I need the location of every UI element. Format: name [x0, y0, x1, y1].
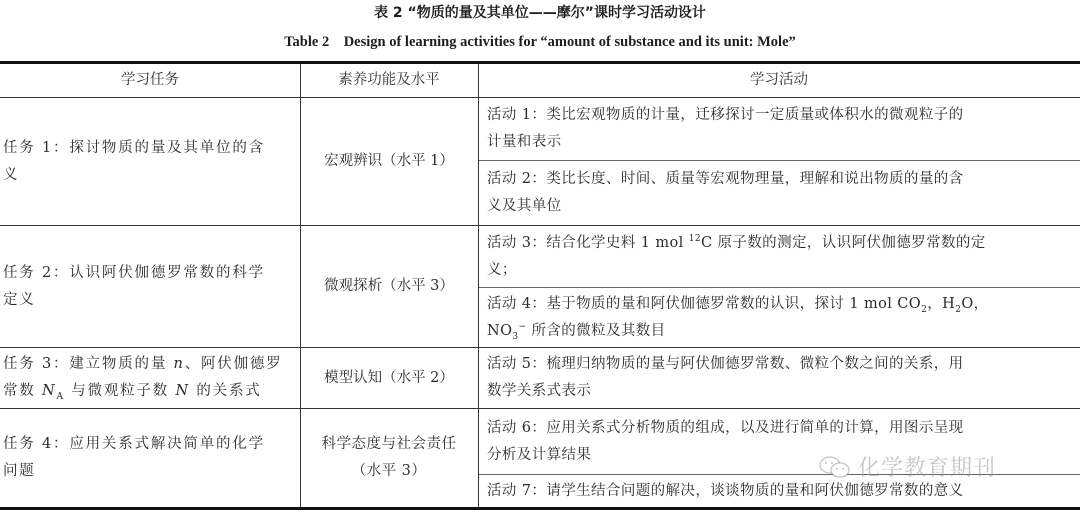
activity-cell-5 — [478, 348, 1080, 408]
task-cell-2 — [0, 226, 300, 347]
header-label: 学习任务 — [121, 72, 179, 88]
activity-cell-3 — [478, 226, 1080, 287]
subscript: 2 — [921, 304, 928, 315]
activity-text — [487, 102, 964, 156]
literacy-line: （水平 3） — [351, 463, 427, 479]
task-line: 义 — [3, 166, 20, 183]
activity-cell-4 — [478, 288, 1080, 347]
task-line: 任务 4：应用关系式解决简单的化学 — [3, 436, 265, 452]
task-text — [3, 351, 283, 405]
literacy-text: 微观探析（水平 3） — [324, 278, 454, 294]
literacy-text: 模型认知（水平 2） — [324, 369, 454, 386]
watermark-text: 化学教育期刊 — [858, 456, 997, 481]
activity-line: 义及其单位 — [487, 198, 562, 214]
header-label: 学习活动 — [750, 72, 808, 88]
literacy-cell-3 — [300, 348, 478, 408]
math-variable: N — [175, 383, 190, 399]
subscript: 3 — [512, 331, 519, 342]
activity-line: 分析及计算结果 — [487, 446, 592, 463]
task-cell-3 — [0, 348, 300, 408]
task-text — [3, 260, 265, 314]
activity-line: 活动 2：类比长度、时间、质量等宏观物理量，理解和说出物质的量的含 — [487, 171, 964, 187]
header-label: 素养功能及水平 — [338, 72, 440, 88]
activity-line: 活动 7：请学生结合问题的解决，谈谈物质的量和阿伏伽德罗常数的意义 — [487, 482, 964, 499]
header-literacy-level — [300, 64, 478, 97]
activity-text — [487, 351, 964, 405]
literacy-text — [322, 431, 457, 485]
subscript: A — [56, 391, 65, 402]
task-cell-4 — [0, 409, 300, 507]
activity-fragment: 所含的微粒及其数目 — [526, 322, 666, 339]
activity-fragment: 活动 3：结合化学史料 1 mol — [487, 234, 689, 251]
literacy-cell-2 — [300, 226, 478, 347]
superscript: − — [518, 321, 527, 332]
activity-fragment: 活动 4：基于物质的量和阿伏伽德罗常数的认识，探讨 1 mol CO — [487, 295, 922, 312]
literacy-line: 科学态度与社会责任 — [321, 436, 457, 452]
activity-fragment: NO — [487, 322, 513, 339]
task-line: 定义 — [3, 291, 36, 308]
activity-cell-2 — [478, 161, 1080, 225]
activity-text — [487, 230, 986, 284]
bottom-rule — [0, 507, 1080, 510]
activity-line: 活动 5：梳理归纳物质的量与阿伏伽德罗常数、微粒个数之间的关系，用 — [487, 356, 964, 372]
activity-fragment: O， — [961, 295, 989, 312]
task-fragment: 常数 — [3, 383, 43, 399]
activity-text — [487, 166, 964, 220]
header-learning-task — [0, 64, 300, 97]
task-fragment: 与微观粒子数 — [64, 383, 176, 399]
wechat-icon — [818, 455, 852, 479]
table-title-chinese: 表 2 “物质的量及其单位——摩尔”课时学习活动设计 — [374, 5, 706, 21]
task-line: 任务 1：探讨物质的量及其单位的含 — [3, 139, 265, 156]
activity-line: 计量和表示 — [487, 134, 562, 150]
subscript: 2 — [955, 304, 962, 315]
task-line: 问题 — [3, 463, 36, 479]
table-title-english: Table 2 Design of learning activities for “amount of substance and its unit: Mole” — [284, 34, 796, 50]
isotope-superscript: 12 — [688, 233, 701, 244]
task-text — [3, 431, 265, 485]
task-fragment: 任务 3：建立物质的量 — [3, 356, 174, 372]
watermark — [818, 451, 996, 482]
activity-cell-1 — [478, 98, 1080, 160]
task-fragment: 、阿伏伽德罗 — [184, 356, 283, 372]
header-learning-activity — [478, 64, 1080, 97]
activity-line: 活动 6：应用关系式分析物质的组成，以及进行简单的计算，用图示呈现 — [487, 419, 964, 436]
math-variable: N — [42, 383, 57, 399]
activity-line: 义； — [487, 261, 517, 278]
task-text — [3, 135, 265, 189]
math-variable: n — [173, 356, 185, 372]
literacy-cell-1 — [300, 98, 478, 225]
activity-fragment: ，H — [927, 295, 956, 312]
activity-line: 数学关系式表示 — [487, 383, 592, 399]
activity-text — [487, 291, 989, 345]
literacy-cell-4 — [300, 409, 478, 507]
task-line: 任务 2：认识阿伏伽德罗常数的科学 — [3, 264, 265, 281]
task-fragment: 的关系式 — [189, 383, 262, 399]
literacy-text: 宏观辨识（水平 1） — [324, 153, 454, 169]
task-cell-1 — [0, 98, 300, 225]
activity-fragment: C 原子数的测定，认识阿伏伽德罗常数的定 — [700, 234, 986, 251]
activity-line: 活动 1：类比宏观物质的计量，迁移探讨一定质量或体积水的微观粒子的 — [487, 107, 964, 123]
